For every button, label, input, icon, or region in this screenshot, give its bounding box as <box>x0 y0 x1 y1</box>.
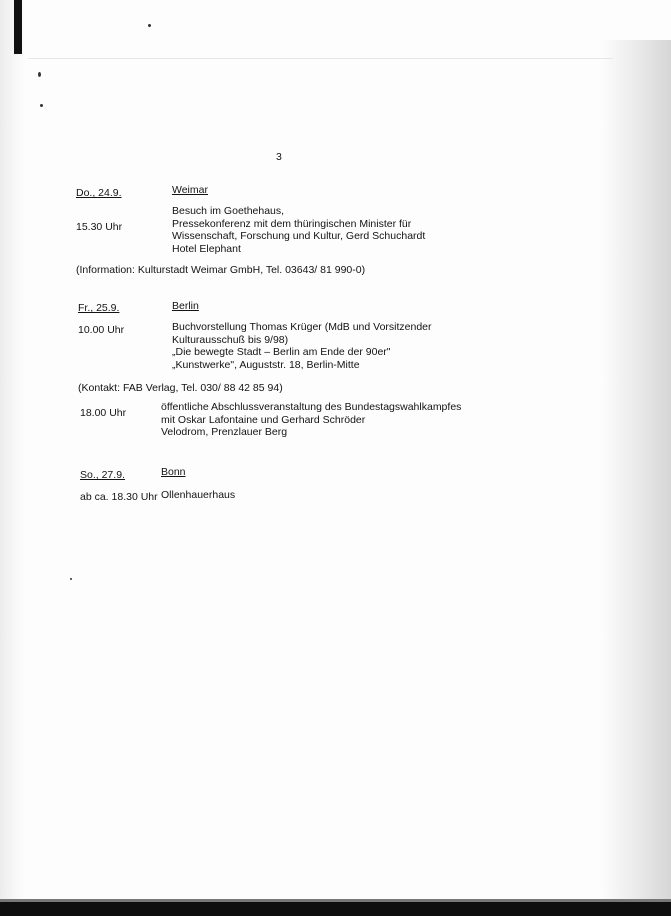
entry-line: „Kunstwerke", Auguststr. 18, Berlin-Mitte <box>172 358 360 371</box>
scan-bottom-edge <box>0 902 671 916</box>
section-date: Fr., 25.9. <box>78 302 120 314</box>
entry-time: ab ca. 18.30 Uhr <box>80 491 158 503</box>
entry-line: Buchvorstellung Thomas Krüger (MdB und Vorsitzender <box>172 321 432 333</box>
entry-line: Velodrom, Prenzlauer Berg <box>161 426 288 439</box>
page-number: 3 <box>276 151 282 163</box>
entry-description: Ollenhauerhaus <box>161 489 236 501</box>
entry-line: „Die bewegte Stadt – Berlin am Ende der 90er" <box>172 346 391 359</box>
entry-line: Wissenschaft, Forschung und Kultur, Gerd Schuchardt <box>172 230 426 243</box>
entry-time: 18.00 Uhr <box>80 407 127 419</box>
document-page <box>28 58 613 899</box>
section-city: Bonn <box>161 466 186 478</box>
section-city: Weimar <box>172 184 208 196</box>
scan-speck <box>148 24 151 27</box>
entry-line: Hotel Elephant <box>172 242 241 255</box>
section-note: (Kontakt: FAB Verlag, Tel. 030/ 88 42 85 94) <box>78 382 283 394</box>
entry-time: 15.30 Uhr <box>76 221 123 233</box>
entry-line: öffentliche Abschlussveranstaltung des Bundestagswahlkampfes <box>161 401 462 413</box>
entry-line: mit Oskar Lafontaine und Gerhard Schröder <box>161 413 366 426</box>
entry-time: 10.00 Uhr <box>78 324 125 336</box>
entry-line: Pressekonferenz mit dem thüringischen Minister für <box>172 217 412 230</box>
scan-binding-mark <box>14 0 22 54</box>
entry-line: Besuch im Goethehaus, <box>172 205 285 217</box>
entry-description <box>161 401 461 439</box>
entry-description <box>172 321 432 371</box>
entry-description <box>172 205 425 255</box>
section-note: (Information: Kulturstadt Weimar GmbH, Tel. 03643/ 81 990-0) <box>76 264 366 276</box>
section-date: Do., 24.9. <box>76 187 122 199</box>
scan-shadow-left <box>0 0 26 916</box>
section-city: Berlin <box>172 300 199 312</box>
entry-line: Kulturausschuß bis 9/98) <box>172 333 289 346</box>
section-date: So., 27.9. <box>80 469 125 481</box>
